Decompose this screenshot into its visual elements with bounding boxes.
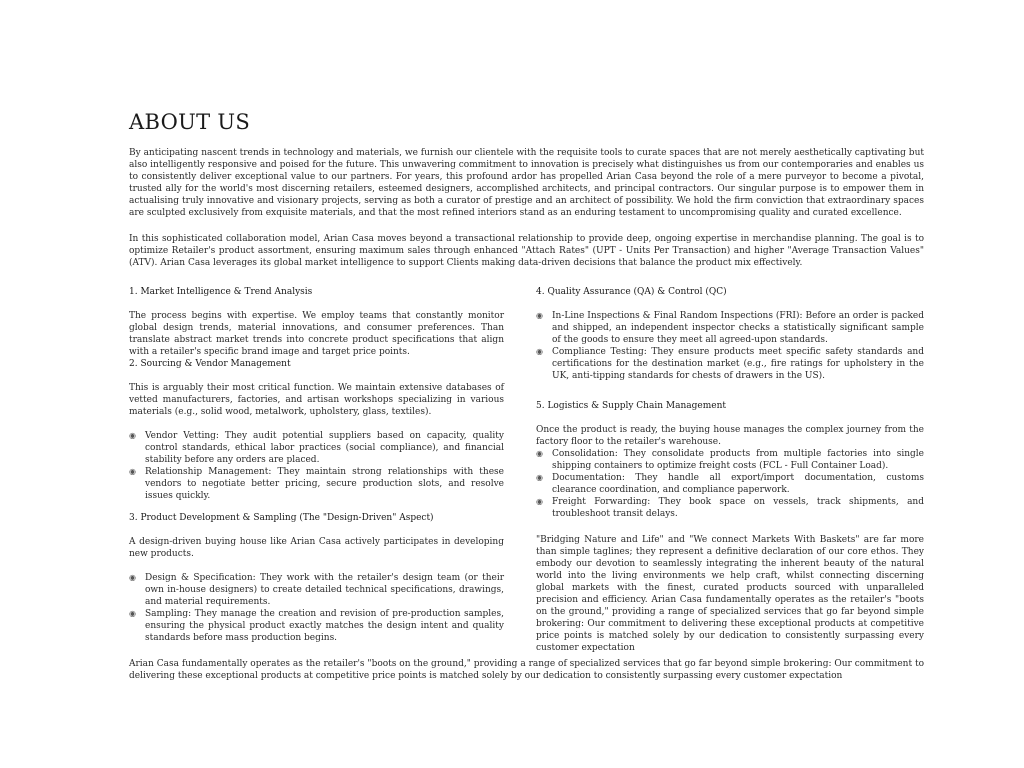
section-1-heading: 1. Market Intelligence & Trend Analysis xyxy=(129,287,313,297)
right-column xyxy=(536,286,924,654)
list-item: ◉ Documentation: They handle all export/import documentation, customs clearance coordination, and compliance paperwork. xyxy=(536,472,924,496)
section-2-heading: 2. Sourcing & Vendor Management xyxy=(129,359,291,369)
intro-paragraph-1: By anticipating nascent trends in technology and materials, we furnish our clientele with the requisite tools to curate spaces that are not merely aesthetically captivating but also intelligently responsive and poised for the future. This unwavering commitment to innovation is precisely what distinguishes us from our contemporaries and enables us to consistently deliver exceptional value to our partners. For years, this profound ardor has propelled Arian Casa beyond the role of a mere purveyor to become a pivotal, trusted ally for the world's most discerning retailers, esteemed designers, accomplished architects, and principal contractors. Our singular purpose is to empower them in actualising truly innovative and visionary projects, serving as both a curator of prestige and an architect of possibility. We hold the firm conviction that extraordinary spaces are sculpted exclusively from exquisite materials, and that the most refined interiors stand as an enduring testament to uncompromising quality and curated excellence. xyxy=(129,148,924,218)
section-3-heading: 3. Product Development & Sampling (The "Design-Driven" Aspect) xyxy=(129,513,434,523)
section-3-body: A design-driven buying house like Arian Casa actively participates in developing new products. xyxy=(129,537,504,559)
list-item: ◉ Sampling: They manage the creation and revision of pre-production samples, ensuring the physical product exactly matches the design intent and quality standards before mass production begins. xyxy=(129,608,504,644)
list-item: ◉ Design & Specification: They work with the retailer's design team (or their own in-house designers) to create detailed technical specifications, drawings, and material requirements. xyxy=(129,572,504,608)
footer-paragraph: Arian Casa fundamentally operates as the retailer's "boots on the ground," providing a range of specialized services that go far beyond simple brokering: Our commitment to delivering these exceptional products at competitive price points is matched solely by our dedication to consistently surpassing every customer expectation xyxy=(129,659,924,681)
left-column xyxy=(129,286,504,654)
section-2-body: This is arguably their most critical function. We maintain extensive databases of vetted manufacturers, factories, and artisan workshops specializing in various materials (e.g., solid wood, metalwork, upholstery, glass, textiles). xyxy=(129,383,504,417)
section-5-body: Once the product is ready, the buying house manages the complex journey from the factory floor to the retailer's warehouse. xyxy=(536,425,924,447)
section-2-bullets xyxy=(129,430,504,502)
list-item: ◉ Vendor Vetting: They audit potential suppliers based on capacity, quality control standards, ethical labor practices (social compliance), and financial stability before any orders are placed. xyxy=(129,430,504,466)
closing-paragraph: "Bridging Nature and Life" and "We connect Markets With Baskets" are far more than simple taglines; they represent a definitive declaration of our core ethos. They embody our devotion to seamlessly integrating the inherent beauty of the natural world into the living environments we help craft, whilst connecting discerning global markets with the finest, curated products sourced with unparalleled precision and efficiency. Arian Casa fundamentally operates as the retailer's "boots on the ground," providing a range of specialized services that go far beyond simple brokering: Our commitment to delivering these exceptional products at competitive price points is matched solely by our dedication to consistently surpassing every customer expectation xyxy=(536,535,924,653)
section-4-heading: 4. Quality Assurance (QA) & Control (QC) xyxy=(536,287,727,297)
section-5-heading: 5. Logistics & Supply Chain Management xyxy=(536,401,726,411)
list-item: ◉ Freight Forwarding: They book space on vessels, track shipments, and troubleshoot transit delays. xyxy=(536,496,924,520)
list-item: ◉ Compliance Testing: They ensure products meet specific safety standards and certifications for the destination market (e.g., fire ratings for upholstery in the UK, anti-tipping standards for chests of drawers in the US). xyxy=(536,346,924,382)
two-column-section xyxy=(129,286,924,654)
section-4-bullets xyxy=(536,310,924,382)
section-5-bullets xyxy=(536,448,924,520)
list-item: ◉ In-Line Inspections & Final Random Inspections (FRI): Before an order is packed and shipped, an independent inspector checks a statistically significant sample of the goods to ensure they meet all agreed-upon standards. xyxy=(536,310,924,346)
section-3-bullets xyxy=(129,572,504,644)
list-item: ◉ Relationship Management: They maintain strong relationships with these vendors to negotiate better pricing, secure production slots, and resolve issues quickly. xyxy=(129,466,504,502)
page-title: ABOUT US xyxy=(129,110,251,134)
about-page xyxy=(129,108,924,682)
section-1-body: The process begins with expertise. We employ teams that constantly monitor global design trends, material innovations, and consumer preferences. Than translate abstract market trends into concrete product specifications that align with a retailer's specific brand image and target price points. xyxy=(129,311,504,357)
intro-paragraph-2: In this sophisticated collaboration model, Arian Casa moves beyond a transactional relationship to provide deep, ongoing expertise in merchandise planning. The goal is to optimize Retailer's product assortment, ensuring maximum sales through enhanced "Attach Rates" (UPT - Units Per Transaction) and higher "Average Transaction Values" (ATV). Arian Casa leverages its global market intelligence to support Clients making data-driven decisions that balance the product mix effectively. xyxy=(129,234,924,268)
list-item: ◉ Consolidation: They consolidate products from multiple factories into single shipping containers to optimize freight costs (FCL - Full Container Load). xyxy=(536,448,924,472)
